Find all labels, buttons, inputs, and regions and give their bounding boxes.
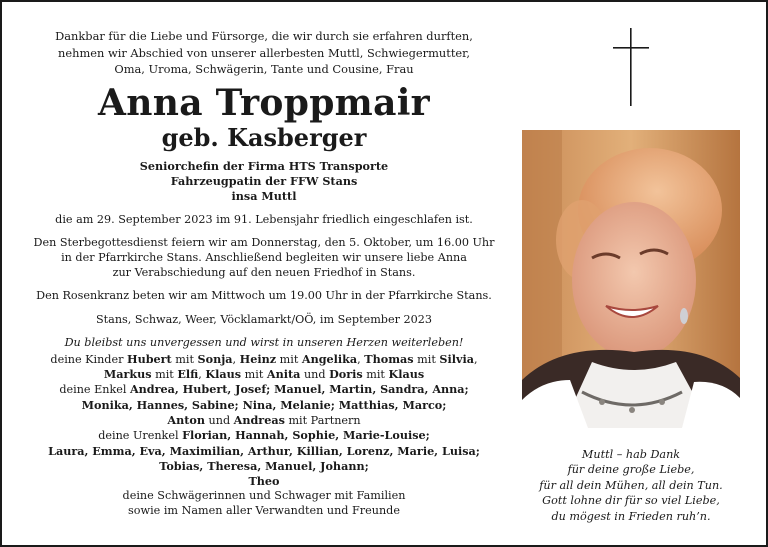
- birth-name: geb. Kasberger: [161, 122, 367, 152]
- place-date: Stans, Schwaz, Weer, Vöcklamarkt/OÖ, im September 2023: [96, 312, 432, 326]
- cross-icon: [613, 28, 649, 106]
- in-laws-line: deine Schwägerinnen und Schwager mit Familien: [122, 489, 406, 503]
- others-line: sowie im Namen aller Verwandten und Freunde: [128, 503, 400, 517]
- deceased-name: Anna Troppmair: [98, 81, 430, 124]
- rosary-info: Den Rosenkranz beten wir am Mittwoch um 19.00 Uhr in der Pfarrkirche Stans.: [36, 289, 492, 303]
- roles: Seniorchefin der Firma HTS Transporte Fahrzeugpatin der FFW Stans insa Muttl: [139, 158, 389, 203]
- poem: Muttl – hab Dank für deine große Liebe, für all dein Mühen, all dein Tun. Gott lohne dir für so viel Liebe, du mögest in Frieden ruh’n.: [539, 448, 723, 523]
- portrait-photo: [522, 130, 740, 428]
- obituary-text: [16, 28, 512, 518]
- mourners-list: [16, 352, 512, 518]
- grandchildren-line: deine Enkel Andrea, Hubert, Josef; Manuel, Martin, Sandra, Anna; Monika, Hannes, Sabine; Nina, Melanie; Matthias, Marco; Anton und Andreas mit Partnern: [59, 382, 469, 427]
- motto: Du bleibst uns unvergessen und wirst in unseren Herzen weiterleben!: [64, 335, 464, 349]
- great-grandchildren-line: deine Urenkel Florian, Hannah, Sophie, Marie-Louise; Laura, Emma, Eva, Maximilian, Arthur, Killian, Lorenz, Marie, Luisa; Tobias, Theresa, Manuel, Johann; Theo: [48, 428, 480, 489]
- intro-text: Dankbar für die Liebe und Fürsorge, die wir durch sie erfahren durften, nehmen wir Abschied von unserer allerbesten Muttl, Schwiegermutter, Oma, Uroma, Schwägerin, Tante und Cousine, Frau: [55, 29, 473, 76]
- children-line: deine Kinder Hubert mit Sonja, Heinz mit Angelika, Thomas mit Silvia, Markus mit Elfi, Klaus mit Anita und Doris mit Klaus: [50, 351, 478, 382]
- funeral-info: Den Sterbegottesdienst feiern wir am Donnerstag, den 5. Oktober, um 16.00 Uhr in der Pfarrkirche Stans. Anschließend begleiten wir unsere liebe Anna zur Verabschiedung auf den neuen Friedhof in Stans.: [33, 235, 495, 280]
- death-notice: die am 29. September 2023 im 91. Lebensjahr friedlich eingeschlafen ist.: [55, 212, 473, 226]
